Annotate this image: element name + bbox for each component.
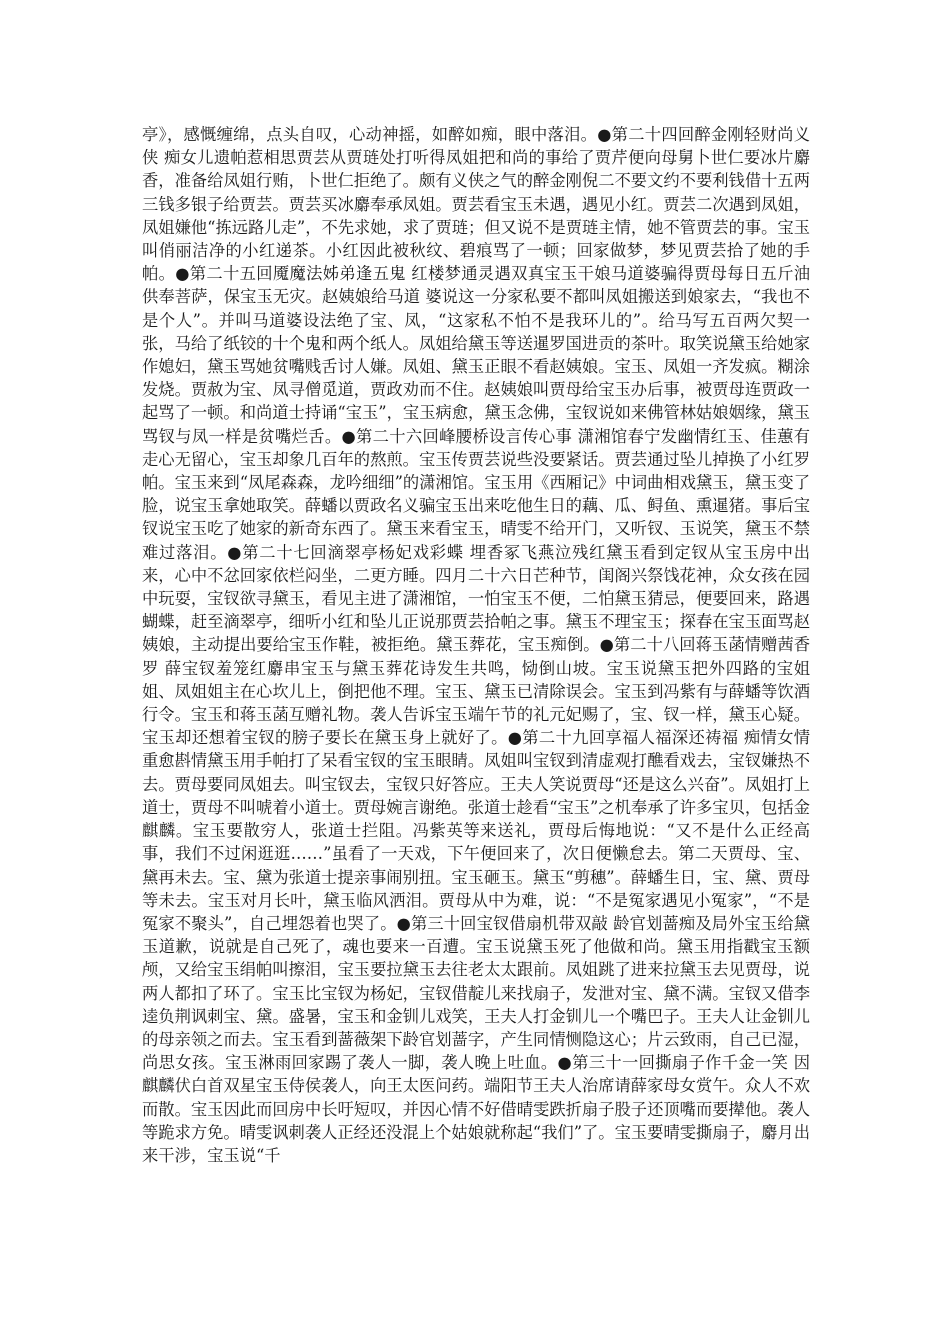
body-paragraph: 亭》，感慨缠绵，点头自叹，心动神摇，如醉如痴，眼中落泪。●第二十四回醉金刚轻财尚义侠 痴女儿遗帕惹相思贾芸从贾琏处打听得凤姐把和尚的事给了贾芹便向母舅卜世仁要冰片麝香，准备给凤姐行贿，卜世仁拒绝了。颇有义侠之气的醉金刚倪二不要文约不要利钱借十五两三钱多银子给贾芸。贾芸买冰麝奉承凤姐。贾芸看宝玉未遇，遇见小红。贾芸二次遇到凤姐，凤姐嫌他“拣远路儿走”，不先求她，求了贾琏；但又说不是贾琏主情，她不管贾芸的事。宝玉叫俏丽洁净的小红递茶。小红因此被秋纹、碧痕骂了一顿；回家做梦，梦见贾芸拾了她的手帕。●第二十五回魇魔法姊弟逢五鬼 红楼梦通灵遇双真宝玉干娘马道婆骗得贾母每日五斤油供奉菩萨，保宝玉无灾。赵姨娘给马道 婆说这一分家私要不都叫凤姐搬送到娘家去，“我也不是个人”。并叫马道婆设法绝了宝、凤，“这家私不怕不是我环儿的”。给马写五百两欠契一张，马给了纸铰的十个鬼和两个纸人。凤姐给黛玉等送暹罗国进贡的茶叶。取笑说黛玉给她家作媳妇，黛玉骂她贫嘴贱舌讨人嫌。凤姐、黛玉正眼不看赵姨娘。宝玉、凤姐一齐发疯。糊涂发烧。贾赦为宝、凤寻僧觅道，贾政劝而不住。赵姨娘叫贾母给宝玉办后事，被贾母连贾政一起骂了一顿。和尚道士持诵“宝玉”，宝玉病愈，黛玉念佛，宝钗说如来佛管林姑娘姻缘，黛玉骂钗与凤一样是贫嘴烂舌。●第二十六回峰腰桥设言传心事 潇湘馆春宁发幽情红玉、佳蕙有走心无留心，宝玉却象几百年的熬煎。宝玉传贾芸说些没要紧话。贾芸通过坠儿掉换了小红罗帕。宝玉来到“凤尾森森，龙吟细细”的潇湘馆。宝玉用《西厢记》中词曲相戏黛玉，黛玉变了脸，说宝玉拿她取笑。薛蟠以贾政名义骗宝玉出来吃他生日的藕、瓜、鲟鱼、熏暹猪。事后宝钗说宝玉吃了她家的新奇东西了。黛玉来看宝玉，晴雯不给开门，又听钗、玉说笑，黛玉不禁难过落泪。●第二十七回滴翠亭杨妃戏彩蝶 埋香冢飞燕泣残红黛玉看到定钗从宝玉房中出来，心中不忿回家依栏闷坐，二更方睡。四月二十六日芒种节，闺阁兴祭饯花神，众女孩在园中玩耍，宝钗欲寻黛玉，看见主进了潇湘馆，一怕宝玉不便，二怕黛玉猜忌，便要回来，路遇蝴蝶，赶至滴翠亭，细听小红和坠儿正说那贾芸拾帕之事。黛玉不理宝玉；探春在宝玉面骂赵姨娘，主动提出要给宝玉作鞋，被拒绝。黛玉葬花，宝玉痴倒。●第二十八回蒋玉菡情赠茜香罗 薛宝钗羞笼红麝串宝玉与黛玉葬花诗发生共鸣，恸倒山坡。宝玉说黛玉把外四路的宝姐姐、凤姐姐主在心坎儿上，倒把他不理。宝玉、黛玉已清除误会。宝玉到冯紫有与薛蟠等饮酒行令。宝玉和蒋玉菡互赠礼物。袭人告诉宝玉端午节的礼元妃赐了，宝、钗一样，黛玉心疑。宝玉却还想着宝钗的膀子要长在黛玉身上就好了。●第二十九回享福人福深还祷福 痴情女情重愈斟情黛玉用手帕打了呆看宝钗的宝玉眼睛。凤姐叫宝钗到清虚观打醮看戏去，宝钗嫌热不去。贾母要同凤姐去。叫宝钗去，宝钗只好答应。王夫人笑说贾母“还是这么兴奋”。凤姐打上道士，贾母不叫唬着小道士。贾母婉言谢绝。张道士趁看“宝玉”之机奉承了许多宝贝，包括金麒麟。宝玉要散穷人，张道士拦阻。冯紫英等来送礼，贾母后悔地说：“又不是什么正经高事，我们不过闲逛逛……”虽看了一天戏，下午便回来了，次日便懒怠去。第二天贾母、宝、黛再未去。宝、黛为张道士提亲事闹别扭。宝玉砸玉。黛玉“剪穗”。薛蟠生日，宝、黛、贾母等未去。宝玉对月长叶，黛玉临风洒泪。贾母从中为难，说：“不是冤家遇见小冤家”，“不是冤家不聚头”，自己埋怨着也哭了。●第三十回宝钗借扇机带双敲 龄官划蔷痴及局外宝玉给黛玉道歉，说就是自己死了，魂也要来一百遭。宝玉说黛玉死了他做和尚。黛玉用指戳宝玉额颅，又给宝玉绢帕叫擦泪，宝玉要拉黛玉去往老太太跟前。凤姐跳了进来拉黛玉去见贾母，说两人都扣了环了。宝玉比宝钗为杨妃，宝钗借靛儿来找扇子，发泄对宝、黛不满。宝钗又借李逵负荆讽刺宝、黛。盛暑，宝玉和金钏儿戏笑，王夫人打金钏儿一个嘴巴子。王夫人让金钏儿的母亲领之而去。宝玉看到蔷薇架下龄官划蔷字，产生同情恻隐这心；片云致雨，自己已湿，尚思女孩。宝玉淋雨回家踢了袭人一脚，袭人晚上吐血。●第三十一回撕扇子作千金一笑 因麒麟伏白首双星宝玉侍侯袭人，向王太医问药。端阳节王夫人治席请薛家母女赏午。众人不欢而散。宝玉因此而回房中长吁短叹，并因心情不好借晴雯跌折扇子股子还顶嘴而要撵他。袭人等跪求方免。晴雯讽刺袭人正经还没混上个姑娘就称起“我们”了。宝玉要晴雯撕扇子，麝月出来干涉，宝玉说“千 <box>142 125 810 1165</box>
